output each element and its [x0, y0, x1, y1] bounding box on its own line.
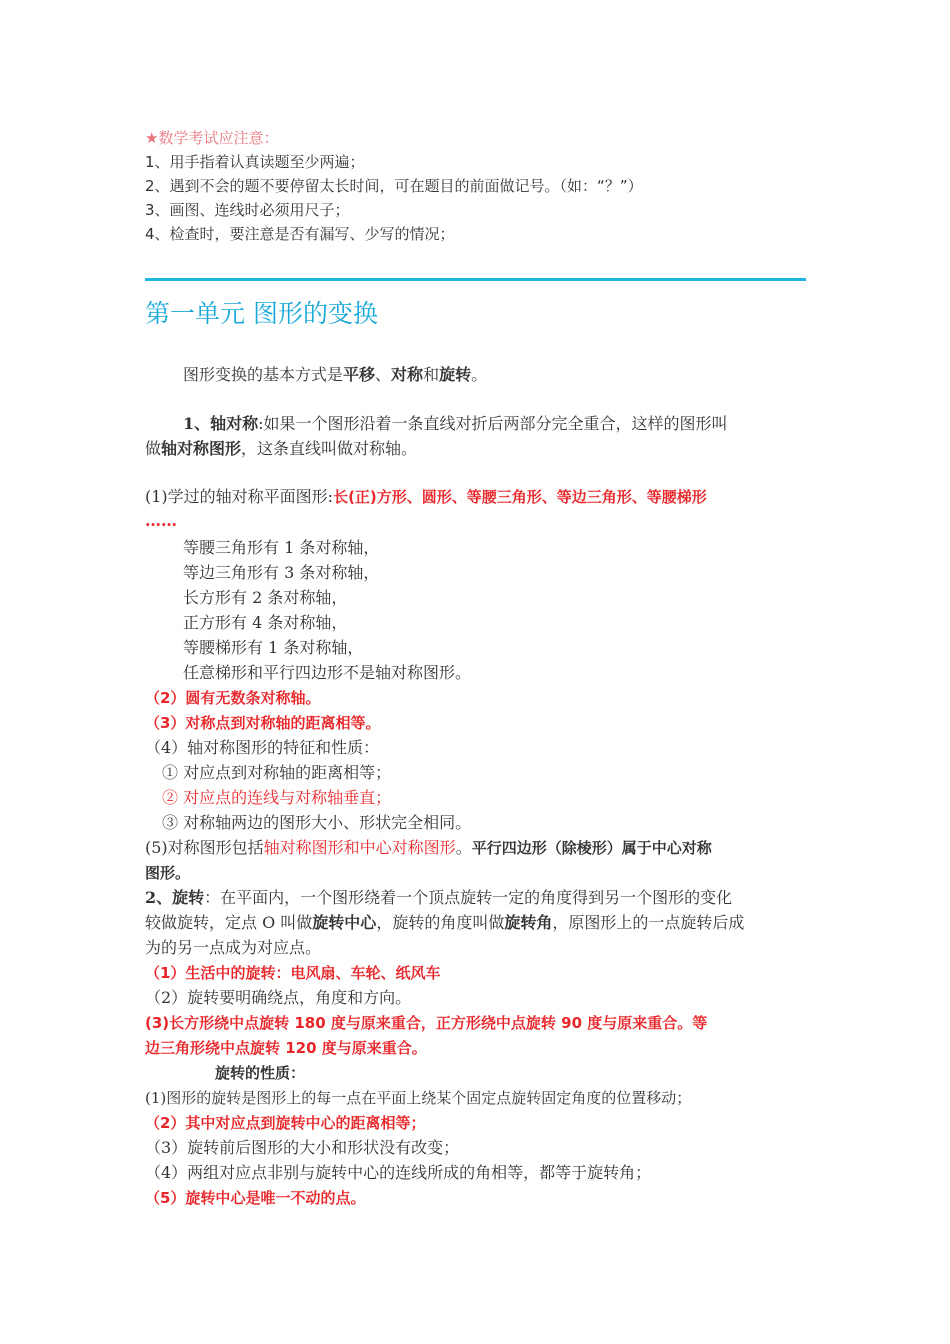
axis-figure-term: 轴对称图形	[161, 439, 242, 458]
axis-p5-pre: (5)对称图形包括	[145, 838, 264, 857]
axis-point-2: （2）圆有无数条对称轴。	[145, 689, 321, 707]
axis-p1-pre: (1)学过的轴对称平面图形:	[145, 487, 334, 506]
rotation-prop-1: (1)图形的旋转是图形上的每一点在平面上绕某个固定点旋转固定角度的位置移动；	[145, 1089, 692, 1107]
feature-1: ① 对应点到对称轴的距离相等；	[162, 763, 392, 782]
axis-point-4: （4）轴对称图形的特征和性质：	[145, 738, 380, 757]
intro-sep1: 、	[375, 365, 392, 384]
rotation-point-3a: (3)长方形绕中点旋转 180 度与原来重合，正方形绕中点旋转 90 度与原来重合。等	[145, 1014, 708, 1032]
notice-item-2: 2、遇到不会的题不要停留太长时间，可在题目的前面做记号。（如：“？”）	[145, 177, 643, 195]
axis-p5-red: 轴对称图形和中心对称图形	[263, 838, 456, 857]
rotation-prop-5: （5）旋转中心是唯一不动的点。	[145, 1189, 366, 1207]
rotation-def-line2	[145, 912, 744, 934]
rotation-def-line3: 为的另一点成为对应点。	[145, 938, 322, 957]
intro-line	[183, 364, 487, 386]
axis-point-3: （3）对称点到对称轴的距离相等。	[145, 714, 381, 732]
rotation-center-term: 旋转中心	[312, 913, 377, 932]
notice-item-1: 1、用手指着认真读题至少两遍；	[145, 153, 365, 171]
intro-term-symmetry: 对称	[391, 365, 424, 384]
section-divider	[145, 278, 806, 281]
count-line-3: 长方形有 2 条对称轴，	[183, 588, 348, 607]
feature-3: ③ 对称轴两边的图形大小、形状完全相同。	[162, 813, 472, 832]
axis-point-5	[145, 837, 712, 859]
unit-title: 第一单元 图形的变换	[145, 299, 378, 328]
intro-prefix: 图形变换的基本方式是	[183, 365, 344, 384]
rotation-def2-mid: ，旋转的角度叫做	[376, 913, 505, 932]
intro-suffix: 。	[471, 365, 488, 384]
rotation-def2-rest: ，原图形上的一点旋转后成	[552, 913, 745, 932]
axis-p1-shapes: 长(正)方形、圆形、等腰三角形、等边三角形、等腰梯形	[333, 488, 707, 506]
rotation-prop-4: （4）两组对应点非别与旋转中心的连线所成的角相等，都等于旋转角；	[145, 1163, 652, 1182]
rotation-def-line1	[145, 887, 732, 909]
count-line-2: 等边三角形有 3 条对称轴，	[183, 563, 380, 582]
rotation-def2-pre: 较做旋转，定点 O 叫做	[145, 913, 313, 932]
rotation-num: 2、	[145, 888, 173, 907]
count-line-5: 等腰梯形有 1 条对称轴，	[183, 638, 364, 657]
axis-num: 1、	[183, 414, 211, 433]
count-line-4: 正方形有 4 条对称轴，	[183, 613, 348, 632]
rotation-point-3b: 边三角形绕中点旋转 120 度与原来重合。	[145, 1039, 427, 1057]
axis-p5-mid: 。	[455, 838, 472, 857]
axis-def2-rest: ，这条直线叫做对称轴。	[241, 439, 418, 458]
axis-term: 轴对称	[210, 414, 259, 433]
rotation-prop-3: （3）旋转前后图形的大小和形状没有改变；	[145, 1138, 460, 1157]
rotation-point-2: （2）旋转要明确绕点，角度和方向。	[145, 988, 412, 1007]
intro-term-translation: 平移	[343, 365, 376, 384]
axis-def-line2	[145, 438, 417, 460]
notice-header: ★数学考试应注意：	[145, 129, 279, 147]
notice-item-3: 3、画图、连线时必须用尺子；	[145, 201, 350, 219]
axis-p1-dots: ……	[145, 511, 177, 530]
rotation-point-1: （1）生活中的旋转：电风扇、车轮、纸风车	[145, 964, 441, 982]
axis-p5-line2: 图形。	[145, 864, 191, 882]
rotation-def-text: ：在平面内，一个图形绕着一个顶点旋转一定的角度得到另一个图形的变化	[204, 888, 733, 907]
rotation-angle-term: 旋转角	[504, 913, 553, 932]
axis-point-1	[145, 486, 707, 508]
rotation-props-title: 旋转的性质：	[215, 1064, 306, 1082]
count-line-6: 任意梯形和平行四边形不是轴对称图形。	[183, 663, 472, 682]
notice-item-4: 4、检查时，要注意是否有漏写、少写的情况；	[145, 225, 455, 243]
feature-2: ② 对应点的连线与对称轴垂直；	[162, 788, 392, 807]
axis-def-text: :如果一个图形沿着一条直线对折后两部分完全重合，这样的图形叫	[258, 414, 728, 433]
axis-def-line1	[183, 413, 728, 435]
count-line-1: 等腰三角形有 1 条对称轴，	[183, 538, 380, 557]
intro-sep2: 和	[423, 365, 440, 384]
rotation-term: 旋转	[172, 888, 205, 907]
axis-def2-pre: 做	[145, 439, 162, 458]
intro-term-rotation: 旋转	[439, 365, 472, 384]
rotation-prop-2: （2）其中对应点到旋转中心的距离相等；	[145, 1114, 426, 1132]
axis-p5-bold: 平行四边形（除棱形）属于中心对称	[471, 839, 712, 857]
